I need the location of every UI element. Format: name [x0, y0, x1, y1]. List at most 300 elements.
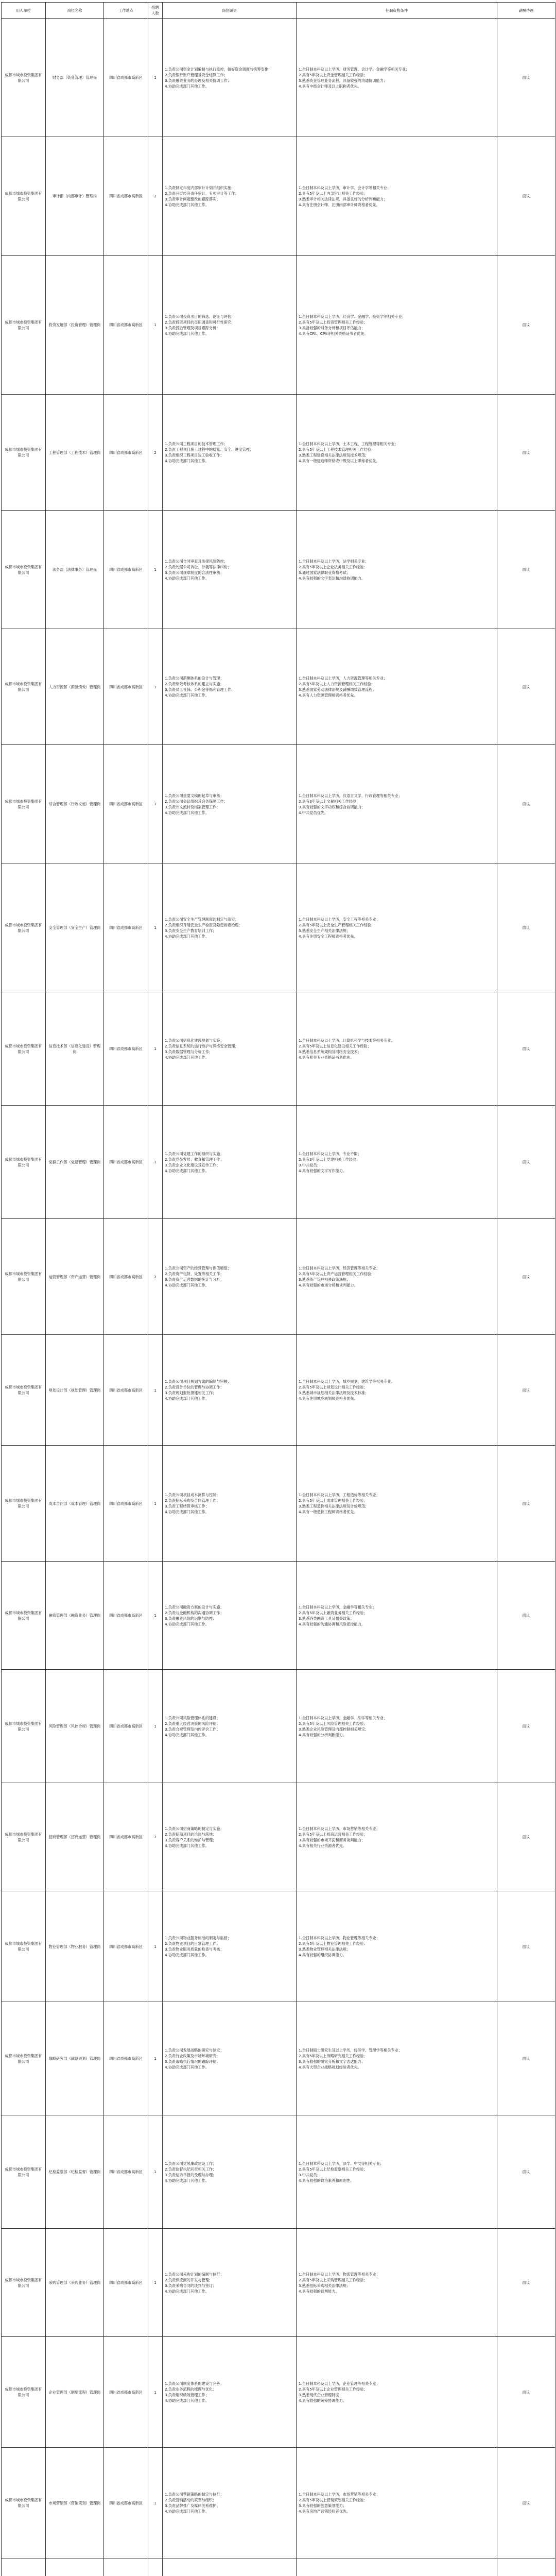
cell-requirements: [297, 863, 497, 992]
requirement-line: 2.具有5年及以上安全生产管理相关工作经验；: [299, 922, 375, 927]
duty-line: 2.负责营销活动的策划与组织；: [165, 2498, 217, 2502]
cell-salary: 面议: [497, 137, 555, 256]
duty-line: 1.负责公司项目成本测算与控制；: [165, 1493, 220, 1497]
cell-org: 成都市城市投资集团有限公司: [2, 1783, 46, 1891]
cell-location: 四川省成都市高新区: [104, 137, 148, 256]
cell-salary: 面议: [497, 19, 555, 137]
duty-line: 1.负责公司合同审查及法律风险防控；: [165, 558, 228, 564]
cell-post: 物业管理部（物业服务）管理岗: [46, 1891, 104, 2002]
duty-line: 4.协助完成部门其他工作。: [165, 1055, 209, 1060]
duty-line: 2.负责工程项目施工过程中的质量、安全、进度管控；: [165, 447, 254, 452]
cell-location: 四川省成都市高新区: [104, 629, 148, 745]
requirement-line: 1.全日制本科及以上学历，法学、中文等相关专业；: [299, 2161, 384, 2166]
cell-org: 成都市城市投资集团有限公司: [2, 2002, 46, 2115]
duty-line: 3.负责融资风险的识别与防控；: [165, 1616, 217, 1621]
duty-line: 3.负责审计问题整改的跟踪落实；: [165, 196, 220, 201]
duty-line: 2.负责行业政策及市场环境研究；: [165, 2053, 220, 2058]
duty-line: 3.负责采购合同的谈判与签订；: [165, 2283, 217, 2288]
cell-salary: 面议: [497, 2002, 555, 2115]
cell-location: 四川省成都市高新区: [104, 1562, 148, 1670]
cell-salary: 面议: [497, 1335, 555, 1446]
cell-duty: [163, 2558, 297, 2576]
requirement-line: 3.熟悉工程造价相关法律法规及计价规范；: [299, 1504, 369, 1509]
cell-count: 1: [148, 629, 163, 745]
duty-line: 2.负责监督执纪问责相关工作；: [165, 2166, 217, 2172]
duty-line: 4.协助完成部门其他工作。: [165, 1510, 209, 1514]
duty-line: 4.协助完成部门其他工作。: [165, 1621, 209, 1626]
cell-location: 四川省成都市高新区: [104, 511, 148, 629]
duty-line: 2.负责物业项目的日常管理工作；: [165, 1941, 220, 1946]
cell-count: 2: [148, 395, 163, 511]
cell-location: 四川省成都市高新区: [104, 1106, 148, 1219]
cell-requirements: [297, 745, 497, 863]
requirement-line: 2.具有5年及以上规划设计相关工作经验；: [299, 1385, 368, 1389]
cell-location: 四川省成都市高新区: [104, 992, 148, 1106]
requirement-line: 3.熟悉资金管理业务流程，具备较强的沟通协调能力；: [299, 78, 388, 83]
cell-duty: [163, 1891, 297, 2002]
duty-line: 2.负责组织开展安全生产检查及隐患排查治理；: [165, 922, 242, 927]
table-row: [2, 629, 555, 745]
table-header-row: [2, 3, 555, 19]
duty-line: 2.负责设计单位的管理与协调工作；: [165, 1385, 224, 1389]
table-row: [2, 1219, 555, 1335]
duty-line: 4.协助完成部门其他工作。: [165, 2509, 209, 2514]
requirement-line: 3.熟悉各类融资工具及相关政策；: [299, 1616, 354, 1621]
cell-org: 成都市城市投资集团有限公司: [2, 745, 46, 863]
requirement-line: 1.全日制本科及以上学历，金融学、法学等相关专业；: [299, 1715, 388, 1720]
duty-line: 1.负责公司投资项目的筛选、论证与评估；: [165, 314, 235, 319]
requirement-line: 1.全日制本科及以上学历，土木工程、工程管理等相关专业；: [299, 442, 398, 446]
duty-line: 1.负责公司项目规划方案的编制与审核；: [165, 1379, 232, 1384]
duty-line: 2.负责公司会议组织及会务保障工作；: [165, 799, 228, 804]
duty-line: 2.负责招标采购及合同管理工作；: [165, 1498, 220, 1503]
duty-line: 4.协助完成部门其他工作。: [165, 575, 209, 581]
cell-salary: 面议: [497, 256, 555, 395]
requirement-line: 3.熟悉工程建设相关法律法规及技术规范；: [299, 453, 369, 457]
cell-duty: [163, 2229, 297, 2337]
cell-location: 四川省成都市高新区: [104, 1670, 148, 1783]
cell-location: 四川省成都市高新区: [104, 256, 148, 395]
duty-line: 4.协助完成部门其他工作。: [165, 83, 209, 89]
duty-line: 3.负责组织绩效管理工作；: [165, 2393, 209, 2397]
table-row: [2, 2229, 555, 2337]
cell-post: 招商管理部（招商运营）管理岗: [46, 1783, 104, 1891]
cell-requirements: [297, 2229, 497, 2337]
cell-duty: [163, 745, 297, 863]
requirement-line: 1.全日制本科及以上学历，专业不限；: [299, 1151, 361, 1156]
table-row: [2, 1670, 555, 1783]
cell-duty: [163, 1219, 297, 1335]
cell-duty: [163, 511, 297, 629]
header-duty: 岗位职责: [163, 3, 297, 19]
cell-requirements: [297, 992, 497, 1106]
table-row: [2, 1335, 555, 1446]
duty-line: 4.协助完成部门其他工作。: [165, 1732, 209, 1737]
header-location: 工作地点: [104, 3, 148, 19]
duty-line: 2.负责重大经营决策的风险评估；: [165, 1721, 220, 1726]
table-row: [2, 256, 555, 395]
cell-location: 四川省成都市高新区: [104, 2337, 148, 2448]
requirement-line: 3.具有较强的文字功底和综合协调能力；: [299, 804, 366, 809]
cell-count: 2: [148, 1783, 163, 1891]
requirement-line: 1.全日制本科及以上学历，经济管理等相关专业；: [299, 1266, 380, 1270]
cell-requirements: [297, 1562, 497, 1670]
cell-count: 1: [148, 1335, 163, 1446]
duty-line: 2.负责开展经济责任审计、专项审计等工作；: [165, 191, 239, 196]
cell-org: 成都市城市投资集团有限公司: [2, 1670, 46, 1783]
cell-requirements: [297, 1446, 497, 1562]
table-row: [2, 2337, 555, 2448]
requirement-line: 1.全日制本科及以上学历，人力资源管理等相关专业；: [299, 676, 388, 681]
duty-line: 3.负责投后管理及项目跟踪分析；: [165, 325, 220, 330]
cell-duty: [163, 256, 297, 395]
table-row: [2, 1891, 555, 2002]
requirement-line: 1.全日制本科及以上学历，企业管理等相关专业；: [299, 2381, 380, 2386]
requirement-line: 1.全日制本科及以上学历，安全工程等相关专业；: [299, 917, 380, 922]
duty-line: 3.负责公司规章制度的合法性审核；: [165, 570, 224, 575]
requirement-line: 2.具有5年及以上战略研究相关工作经验；: [299, 2053, 368, 2058]
duty-line: 1.负责公司安全生产管理制度的制定与落实；: [165, 917, 239, 922]
job-listing-table: [1, 2, 555, 2576]
cell-post: 工程管理部（工程技术）管理岗: [46, 395, 104, 511]
cell-count: 1: [148, 511, 163, 629]
header-post: 岗位名称: [46, 3, 104, 19]
duty-line: 1.负责制定年度内部审计计划并组织实施；: [165, 185, 235, 190]
table-row: [2, 2002, 555, 2115]
requirement-line: 1.全日制本科及以上学历，工程造价等相关专业；: [299, 1493, 380, 1497]
duty-line: 4.协助完成部门其他工作。: [165, 2178, 209, 2183]
duty-line: 2.负责处理公司诉讼、仲裁等法律纠纷；: [165, 564, 232, 569]
cell-post: 财务部（资金管理）管理岗: [46, 19, 104, 137]
cell-org: 成都市城市投资集团有限公司: [2, 19, 46, 137]
cell-count: 1: [148, 1670, 163, 1783]
cell-post: 审计部（内部审计）管理岗: [46, 137, 104, 256]
duty-line: 2.负责投资项目的尽职调查和可行性研究；: [165, 319, 235, 325]
requirement-line: 4.具有大型企业战略规划经验者优先。: [299, 2064, 361, 2070]
requirement-line: 1.全日制硕士研究生及以上学历，经济学、管理学等相关专业；: [299, 2047, 402, 2053]
duty-line: 3.负责公文流转及档案管理工作；: [165, 804, 220, 809]
duty-line: 4.协助完成部门其他工作。: [165, 1953, 209, 1957]
requirement-line: 2.具有5年及以上融资业务相关工作经验；: [299, 1610, 368, 1615]
requirement-line: 1.全日制本科及以上学历，计算机科学与技术等相关专业；: [299, 1038, 395, 1043]
requirement-line: 4.中共党员优先。: [299, 810, 328, 815]
job-listing-sheet: [1, 2, 555, 2576]
cell-post: 风险管理部（风控合规）管理岗: [46, 1670, 104, 1783]
cell-location: 四川省成都市高新区: [104, 2448, 148, 2558]
cell-post: [46, 2558, 104, 2576]
duty-line: 4.协助完成部门其他工作。: [165, 202, 209, 207]
cell-location: 四川省成都市高新区: [104, 19, 148, 137]
cell-requirements: [297, 1891, 497, 2002]
duty-line: 3.负责组织工程项目竣工验收工作；: [165, 453, 224, 457]
cell-post: 规划设计部（规划管理）管理岗: [46, 1335, 104, 1446]
requirement-line: 1.全日制本科及以上学历，金融学等相关专业；: [299, 1604, 376, 1609]
requirement-line: 4.具有较强的市场分析和谈判能力。: [299, 1283, 358, 1287]
requirement-line: 4.具有注册会计师、注册内部审计师资格者优先。: [299, 202, 380, 207]
requirement-line: 3.熟悉现代企业管理制度；: [299, 2393, 343, 2397]
requirement-line: 2.具有5年及以上资金管理相关工作经验；: [299, 72, 368, 77]
requirement-line: 1.全日制本科及以上学历，审计学、会计学等相关专业；: [299, 185, 391, 190]
cell-requirements: [297, 2558, 497, 2576]
duty-line: 3.负责企业文化建设及宣传工作；: [165, 1162, 220, 1167]
duty-line: 3.负责战略执行情况的跟踪评估；: [165, 2059, 220, 2064]
duty-line: 1.负责公司采购计划的编制与执行；: [165, 2272, 224, 2277]
cell-requirements: [297, 1106, 497, 1219]
cell-count: 1: [148, 1891, 163, 2002]
duty-line: 4.协助完成部门其他工作。: [165, 2289, 209, 2294]
duty-line: 1.负责公司制度体系的建设与完善；: [165, 2381, 224, 2386]
requirement-line: 3.熟悉资产管理相关政策法规；: [299, 1277, 351, 1282]
cell-count: [148, 2558, 163, 2576]
requirement-line: 3.具备较强的财务分析和项目评估能力；: [299, 325, 366, 330]
cell-count: 1: [148, 256, 163, 395]
cell-salary: 面议: [497, 1219, 555, 1335]
cell-salary: 面议: [497, 2448, 555, 2558]
cell-post: 综合管理部（行政文秘）管理岗: [46, 745, 104, 863]
cell-requirements: [297, 19, 497, 137]
cell-requirements: [297, 395, 497, 511]
cell-org: 成都市城市投资集团有限公司: [2, 1891, 46, 2002]
duty-line: 4.协助完成部门其他工作。: [165, 810, 209, 815]
header-requirements: 任职资格条件: [297, 3, 497, 19]
cell-salary: 面议: [497, 745, 555, 863]
header-org: 用人单位: [2, 3, 46, 19]
cell-duty: [163, 863, 297, 992]
duty-line: 2.负责信息系统的运行维护与网络安全管理；: [165, 1043, 239, 1048]
cell-salary: 面议: [497, 1891, 555, 2002]
requirement-line: 4.具有较强的分析判断能力。: [299, 1732, 347, 1737]
cell-location: 四川省成都市高新区: [104, 2115, 148, 2229]
requirement-line: 3.具有较强的市场开拓和商务谈判能力；: [299, 1837, 366, 1842]
cell-org: 成都市城市投资集团有限公司: [2, 1219, 46, 1335]
cell-requirements: [297, 256, 497, 395]
cell-org: 成都市城市投资集团有限公司: [2, 2337, 46, 2448]
cell-salary: 面议: [497, 395, 555, 511]
requirement-line: 4.具有一级建造师资格或中级及以上职称者优先。: [299, 459, 380, 463]
requirement-line: 3.熟悉物业管理相关法律法规；: [299, 1947, 351, 1952]
cell-salary: 面议: [497, 1446, 555, 1562]
cell-salary: 面议: [497, 2115, 555, 2229]
cell-org: 成都市城市投资集团有限公司: [2, 511, 46, 629]
cell-org: 成都市城市投资集团有限公司: [2, 395, 46, 511]
duty-line: 4.协助完成部门其他工作。: [165, 2064, 209, 2070]
cell-post: 成本合约部（成本管理）管理岗: [46, 1446, 104, 1562]
duty-line: 1.负责公司资金计划编制与执行监控，做好资金调度与统筹安排；: [165, 66, 272, 72]
cell-duty: [163, 1562, 297, 1670]
table-row: [2, 2448, 555, 2558]
table-row: [2, 992, 555, 1106]
table-row: [2, 2115, 555, 2229]
cell-count: 1: [148, 2115, 163, 2229]
table-row: [2, 511, 555, 629]
cell-count: 1: [148, 1106, 163, 1219]
table-row: [2, 745, 555, 863]
cell-duty: [163, 19, 297, 137]
cell-duty: [163, 137, 297, 256]
cell-count: 1: [148, 1446, 163, 1562]
duty-line: 3.负责安全生产教育培训工作；: [165, 928, 217, 933]
duty-line: 4.协助完成部门其他工作。: [165, 934, 209, 939]
duty-line: 1.负责公司重要文稿的起草与审核；: [165, 793, 224, 798]
cell-location: 四川省成都市高新区: [104, 395, 148, 511]
duty-line: 4.协助完成部门其他工作。: [165, 1843, 209, 1848]
cell-requirements: [297, 511, 497, 629]
duty-line: 1.负责公司风险管理体系的建设；: [165, 1715, 220, 1720]
requirement-line: 1.全日制本科及以上学历，经济学、金融学、投资学等相关专业；: [299, 314, 406, 319]
table-row: [2, 863, 555, 992]
cell-org: 成都市城市投资集团有限公司: [2, 2448, 46, 2558]
cell-duty: [163, 395, 297, 511]
duty-line: 3.负责信访举报的受理与办理；: [165, 2172, 217, 2177]
requirement-line: 2.具有5年及以上营销策划相关工作经验；: [299, 2498, 368, 2502]
requirement-line: 4.具有人力资源管理师资格者优先。: [299, 693, 358, 698]
requirement-line: 4.具有较强的政治素养和原则性。: [299, 2178, 354, 2183]
duty-line: 2.负责供应商的开发与管理；: [165, 2277, 213, 2282]
cell-post: 安全管理部（安全生产）管理岗: [46, 863, 104, 992]
cell-duty: [163, 1335, 297, 1446]
cell-post: 投资发展部（投资管理）管理岗: [46, 256, 104, 395]
duty-line: 1.负责公司党建工作的组织与实施；: [165, 1151, 224, 1156]
table-body: [2, 19, 555, 2576]
requirement-line: 4.具有较强的文字表达和沟通协调能力。: [299, 575, 366, 581]
table-row: [2, 395, 555, 511]
cell-post: 纪检监察部（纪检监督）管理岗: [46, 2115, 104, 2229]
header-count: 招聘人数: [148, 3, 163, 19]
duty-line: 4.协助完成部门其他工作。: [165, 331, 209, 336]
duty-line: 3.负责融资业务的办理及相关协调工作；: [165, 78, 232, 83]
requirement-line: 3.熟悉国家劳动法律法规及薪酬绩效管理流程；: [299, 687, 376, 692]
cell-duty: [163, 2448, 297, 2558]
duty-line: 3.负责规划报批报建相关工作；: [165, 1391, 217, 1395]
requirement-line: 3.熟悉审计相关法律法规，具备良好的分析判断能力；: [299, 196, 388, 201]
requirement-line: 4.具有房地产营销经验者优先。: [299, 2509, 351, 2514]
requirement-line: 1.全日制本科及以上学历，城乡规划、建筑学等相关专业；: [299, 1379, 395, 1384]
requirement-line: 2.具有5年及以上企业管理相关工作经验；: [299, 2387, 368, 2392]
cell-post: 人力资源部（薪酬绩效）管理岗: [46, 629, 104, 745]
table-row: [2, 19, 555, 137]
cell-count: 1: [148, 2002, 163, 2115]
duty-line: 1.负责公司薪酬体系的设计与管理；: [165, 676, 224, 681]
cell-location: 四川省成都市高新区: [104, 2002, 148, 2115]
duty-line: 1.负责公司营销策略的制定与执行；: [165, 2492, 224, 2497]
requirement-line: 3.中共党员；: [299, 2172, 321, 2177]
cell-requirements: [297, 2115, 497, 2229]
cell-salary: 面议: [497, 1106, 555, 1219]
header-salary: 薪酬待遇: [497, 3, 555, 19]
requirement-line: 2.具有5年及以上工程技术管理相关工作经验；: [299, 447, 375, 452]
requirement-line: 1.全日制本科及以上学历，财务管理、会计学、金融学等相关专业；: [299, 66, 410, 72]
requirement-line: 4.具有相关行业资源者优先。: [299, 1843, 347, 1848]
cell-duty: [163, 1670, 297, 1783]
requirement-line: 1.全日制本科及以上学历，物业管理等相关专业；: [299, 1936, 380, 1940]
requirement-line: 4.具有CFA、CPA等相关资格证书者优先。: [299, 331, 368, 336]
duty-line: 1.负责公司资产的经营管理与保值增值；: [165, 1266, 232, 1270]
duty-line: 2.负责银行账户管理及资金结算工作；: [165, 72, 228, 77]
cell-duty: [163, 1446, 297, 1562]
requirement-line: 1.全日制本科及以上学历，市场营销等相关专业；: [299, 1826, 380, 1831]
cell-org: 成都市城市投资集团有限公司: [2, 1562, 46, 1670]
cell-count: 1: [148, 2229, 163, 2337]
requirement-line: 3.熟悉信息系统架构及网络安全技术；: [299, 1049, 361, 1054]
requirement-line: 2.具有5年及以上内部审计相关工作经验；: [299, 191, 368, 196]
cell-location: [104, 2558, 148, 2576]
cell-salary: [497, 2558, 555, 2576]
requirement-line: 2.具有5年及以上风险管理相关工作经验；: [299, 1721, 368, 1726]
cell-post: 企业管理部（制度流程）管理岗: [46, 2337, 104, 2448]
requirement-line: 4.具有较强的组织协调能力。: [299, 1953, 347, 1957]
duty-line: 2.负责业务流程的梳理与优化；: [165, 2387, 217, 2392]
cell-count: 1: [148, 2337, 163, 2448]
cell-post: 市场营销部（营销策划）管理岗: [46, 2448, 104, 2558]
requirement-line: 2.具有5年及以上企业法务相关工作经验；: [299, 564, 368, 569]
cell-count: 1: [148, 863, 163, 992]
requirement-line: 1.全日制本科及以上学历，法学相关专业；: [299, 558, 369, 564]
table-row: [2, 2558, 555, 2576]
cell-location: 四川省成都市高新区: [104, 1219, 148, 1335]
cell-org: 成都市城市投资集团有限公司: [2, 1335, 46, 1446]
table-row: [2, 137, 555, 256]
cell-count: 1: [148, 745, 163, 863]
cell-requirements: [297, 1335, 497, 1446]
cell-requirements: [297, 2448, 497, 2558]
cell-salary: 面议: [497, 2229, 555, 2337]
cell-duty: [163, 2337, 297, 2448]
cell-count: 1: [148, 19, 163, 137]
requirement-line: 2.具有5年及以上纪检监察相关工作经验；: [299, 2166, 368, 2172]
cell-requirements: [297, 2002, 497, 2115]
cell-org: 成都市城市投资集团有限公司: [2, 256, 46, 395]
cell-salary: 面议: [497, 1562, 555, 1670]
requirement-line: 3.熟悉企业风险管理及内部控制相关规定；: [299, 1726, 369, 1732]
requirement-line: 4.具有注册城乡规划师资格者优先。: [299, 1396, 358, 1401]
cell-salary: 面议: [497, 629, 555, 745]
cell-salary: 面议: [497, 511, 555, 629]
cell-requirements: [297, 629, 497, 745]
requirement-line: 3.具有较强的研究分析和文字表达能力；: [299, 2059, 366, 2064]
cell-org: 成都市城市投资集团有限公司: [2, 137, 46, 256]
cell-org: 成都市城市投资集团有限公司: [2, 992, 46, 1106]
requirement-line: 3.熟悉招标采购相关法律法规；: [299, 2283, 351, 2288]
duty-line: 2.负责与金融机构的沟通协调工作；: [165, 1610, 224, 1615]
table-row: [2, 1106, 555, 1219]
requirement-line: 3.通过国家法律职业资格考试；: [299, 570, 351, 575]
duty-line: 2.负责党员发展、教育和管理工作；: [165, 1157, 224, 1162]
duty-line: 1.负责公司融资方案的设计与实施；: [165, 1604, 224, 1609]
requirement-line: 1.全日制本科及以上学历，物流管理等相关专业；: [299, 2272, 380, 2277]
cell-duty: [163, 1106, 297, 1219]
requirement-line: 2.具有5年及以上投资管理相关工作经验；: [299, 319, 368, 325]
duty-line: 1.负责公司物业服务标准的制定与监督；: [165, 1936, 232, 1940]
duty-line: 3.负责员工社保、公积金等福利管理工作；: [165, 687, 235, 692]
cell-post: 战略研究部（战略规划）管理岗: [46, 2002, 104, 2115]
cell-org: 成都市城市投资集团有限公司: [2, 1106, 46, 1219]
duty-line: 4.协助完成部门其他工作。: [165, 2398, 209, 2403]
requirement-line: 4.具有较强的沟通协调和风险把控能力。: [299, 1621, 366, 1626]
duty-line: 3.负责物业服务质量的检查与考核；: [165, 1947, 224, 1952]
cell-location: 四川省成都市高新区: [104, 1446, 148, 1562]
cell-count: 1: [148, 992, 163, 1106]
duty-line: 3.负责品牌推广及媒体关系维护；: [165, 2503, 220, 2508]
cell-location: 四川省成都市高新区: [104, 1891, 148, 2002]
requirement-line: 4.具有注册安全工程师资格者优先。: [299, 934, 358, 939]
cell-org: 成都市城市投资集团有限公司: [2, 1446, 46, 1562]
cell-salary: 面议: [497, 863, 555, 992]
cell-post: 融资管理部（融资业务）管理岗: [46, 1562, 104, 1670]
cell-requirements: [297, 2337, 497, 2448]
cell-requirements: [297, 1219, 497, 1335]
duty-line: 4.协助完成部门其他工作。: [165, 693, 209, 698]
duty-line: 1.负责公司信息化建设规划与实施；: [165, 1038, 224, 1043]
